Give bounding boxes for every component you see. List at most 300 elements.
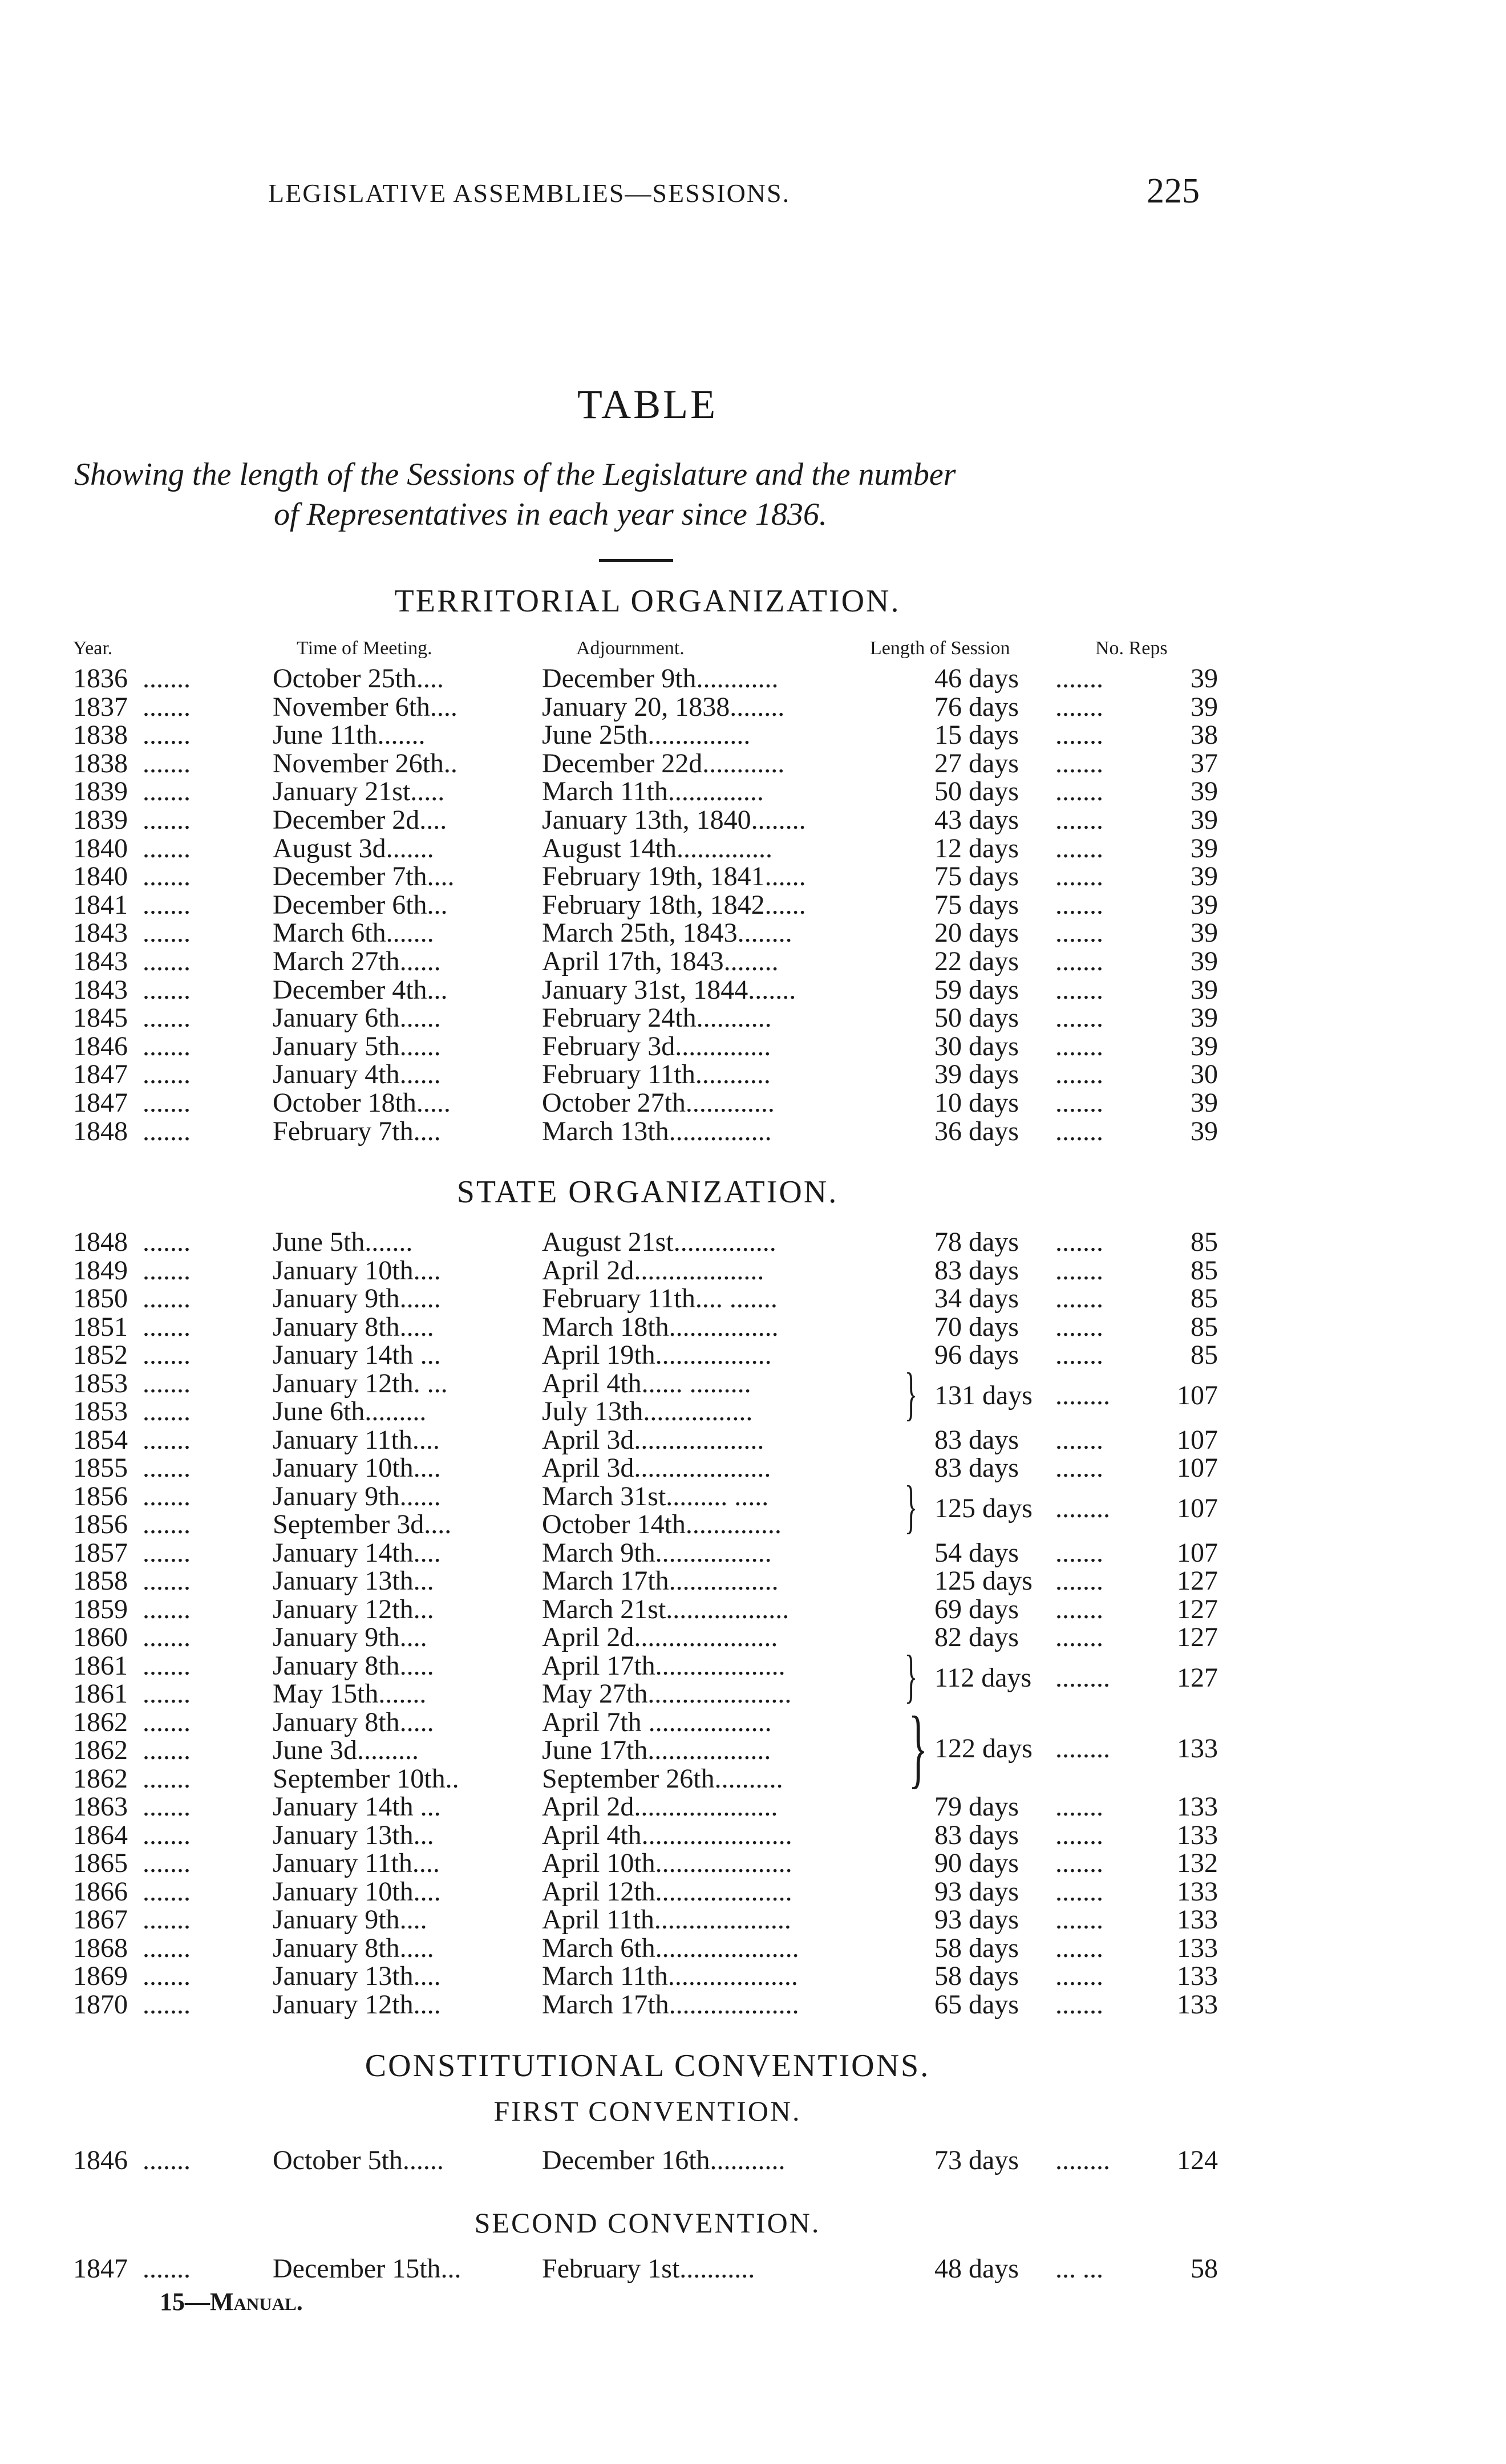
group-brace: } [904, 1643, 918, 1709]
session-length: 50 days [934, 776, 1019, 807]
representatives: 85 [1191, 1311, 1218, 1342]
leader: ....... [143, 1848, 191, 1878]
leader: ....... [143, 748, 191, 779]
meeting-date: January 9th...... [273, 1481, 441, 1511]
adjournment-date: February 3d.............. [542, 1031, 771, 1061]
table-row [0, 1537, 1506, 1568]
leader: ....... [143, 1679, 191, 1709]
session-length: 122 days [934, 1733, 1033, 1764]
adjournment-date: April 7th .................. [542, 1707, 772, 1737]
year: 1852 [73, 1340, 128, 1370]
meeting-date: June 5th....... [273, 1227, 413, 1257]
adjournment-date: August 21st............... [542, 1227, 776, 1257]
session-length: 76 days [934, 691, 1019, 722]
footer-signature: 15—Manual. [160, 2288, 303, 2316]
year: 1848 [73, 1116, 128, 1146]
year: 1858 [73, 1566, 128, 1596]
meeting-date: December 6th... [273, 889, 448, 920]
adjournment-date: June 17th.................. [542, 1735, 771, 1765]
column-header-year: Year. [73, 638, 113, 659]
leader: ....... [143, 805, 191, 835]
year: 1839 [73, 776, 128, 807]
representatives: 133 [1177, 1932, 1218, 1963]
representatives: 85 [1191, 1283, 1218, 1314]
leader: ....... [1055, 1848, 1103, 1878]
table-row [0, 1763, 1506, 1794]
representatives: 133 [1177, 1876, 1218, 1907]
year: 1868 [73, 1932, 128, 1963]
session-length: 46 days [934, 663, 1019, 694]
meeting-date: February 7th.... [273, 1116, 441, 1146]
representatives: 132 [1177, 1848, 1218, 1878]
group-brace: } [904, 1360, 918, 1426]
meeting-date: January 10th.... [273, 1453, 441, 1483]
adjournment-date: April 3d................... [542, 1424, 764, 1455]
session-length: 73 days [934, 2145, 1019, 2175]
leader: ....... [143, 1650, 191, 1681]
leader: ... ... [1055, 2254, 1103, 2284]
meeting-date: March 27th...... [273, 946, 441, 976]
year: 1837 [73, 691, 128, 722]
year: 1838 [73, 748, 128, 779]
session-length: 83 days [934, 1819, 1019, 1850]
representatives: 133 [1177, 1792, 1218, 1822]
leader: ....... [1055, 1283, 1103, 1314]
meeting-date: June 6th......... [273, 1396, 427, 1426]
table-row [0, 691, 1506, 722]
representatives: 39 [1191, 918, 1218, 949]
representatives: 107 [1177, 1424, 1218, 1455]
adjournment-date: March 6th..................... [542, 1932, 799, 1963]
year: 1841 [73, 889, 128, 920]
representatives: 39 [1191, 1003, 1218, 1034]
leader: ....... [143, 889, 191, 920]
leader: ....... [143, 1876, 191, 1907]
state-heading: STATE ORGANIZATION. [456, 1174, 839, 1210]
leader: ....... [1055, 1059, 1103, 1090]
leader: ....... [143, 1904, 191, 1935]
adjournment-date: June 25th............... [542, 720, 751, 751]
leader: ....... [143, 1932, 191, 1963]
session-length: 75 days [934, 861, 1019, 892]
representatives: 39 [1191, 1088, 1218, 1118]
year: 1840 [73, 861, 128, 892]
meeting-date: January 14th ... [273, 1340, 441, 1370]
adjournment-date: January 20, 1838........ [542, 691, 785, 722]
table-row [0, 861, 1506, 892]
adjournment-date: December 9th............ [542, 663, 779, 694]
leader: ....... [1055, 833, 1103, 864]
leader: ....... [143, 663, 191, 694]
year: 1864 [73, 1819, 128, 1850]
meeting-date: January 10th.... [273, 1255, 441, 1286]
leader: ....... [143, 1961, 191, 1991]
leader: ....... [1055, 805, 1103, 835]
adjournment-date: September 26th.......... [542, 1763, 783, 1794]
leader: ....... [1055, 663, 1103, 694]
year: 1846 [73, 2145, 128, 2175]
representatives: 85 [1191, 1227, 1218, 1257]
year: 1838 [73, 720, 128, 751]
representatives: 85 [1191, 1255, 1218, 1286]
representatives: 107 [1177, 1537, 1218, 1568]
adjournment-date: April 10th.................... [542, 1848, 792, 1878]
leader: ....... [143, 1792, 191, 1822]
table-row [0, 1226, 1506, 1257]
leader: ....... [1055, 1989, 1103, 2020]
leader: ....... [1055, 861, 1103, 892]
table-row [0, 663, 1506, 694]
leader: ....... [1055, 1819, 1103, 1850]
meeting-date: January 11th.... [273, 1848, 440, 1878]
leader: ....... [143, 1031, 191, 1061]
adjournment-date: July 13th................ [542, 1396, 753, 1426]
representatives: 127 [1177, 1663, 1218, 1693]
leader: ....... [143, 1819, 191, 1850]
representatives: 37 [1191, 748, 1218, 779]
session-length: 34 days [934, 1283, 1019, 1314]
session-length: 58 days [934, 1932, 1019, 1963]
table-row [0, 1932, 1506, 1963]
session-length: 54 days [934, 1537, 1019, 1568]
leader: ....... [1055, 918, 1103, 949]
table-row [0, 1283, 1506, 1314]
year: 1851 [73, 1311, 128, 1342]
meeting-date: January 8th..... [273, 1707, 434, 1737]
adjournment-date: March 11th.............. [542, 776, 764, 807]
adjournment-date: April 4th...... ......... [542, 1368, 751, 1399]
meeting-date: January 9th.... [273, 1622, 427, 1652]
table-row [0, 1339, 1506, 1370]
table-subtitle-line-2: of Representatives in each year since 1836. [274, 497, 827, 532]
year: 1847 [73, 1088, 128, 1118]
table-row [0, 1002, 1506, 1034]
meeting-date: November 6th.... [273, 691, 458, 722]
session-length: 15 days [934, 720, 1019, 751]
session-length: 83 days [934, 1424, 1019, 1455]
adjournment-date: April 2d................... [542, 1255, 764, 1286]
leader: ....... [143, 691, 191, 722]
year: 1846 [73, 1031, 128, 1061]
leader: ....... [143, 1424, 191, 1455]
adjournment-date: December 16th........... [542, 2145, 786, 2175]
meeting-date: October 5th...... [273, 2145, 444, 2175]
table-row [0, 748, 1506, 779]
session-length: 83 days [934, 1255, 1019, 1286]
leader: ....... [1055, 1340, 1103, 1370]
adjournment-date: April 17th, 1843........ [542, 946, 779, 976]
year: 1845 [73, 1003, 128, 1034]
meeting-date: October 25th.... [273, 663, 444, 694]
session-length: 39 days [934, 1059, 1019, 1090]
leader: ....... [143, 1989, 191, 2020]
representatives: 30 [1191, 1059, 1218, 1090]
table-row [0, 1622, 1506, 1650]
grouped-session-row [0, 1733, 1506, 1764]
territorial-heading: TERRITORIAL ORGANIZATION. [394, 583, 901, 619]
group-brace: } [904, 1473, 918, 1539]
meeting-date: December 7th.... [273, 861, 455, 892]
adjournment-date: August 14th.............. [542, 833, 773, 864]
group-brace: } [908, 1697, 928, 1797]
meeting-date: January 8th..... [273, 1650, 434, 1681]
leader: ....... [1055, 776, 1103, 807]
leader: ....... [143, 1509, 191, 1539]
leader: ....... [143, 946, 191, 976]
session-length: 125 days [934, 1493, 1033, 1523]
year: 1839 [73, 805, 128, 835]
leader: ....... [1055, 889, 1103, 920]
leader: ....... [143, 1481, 191, 1511]
table-row [0, 719, 1506, 751]
leader: ....... [1055, 974, 1103, 1005]
leader: ....... [143, 1707, 191, 1737]
representatives: 133 [1177, 1733, 1218, 1764]
meeting-date: January 11th.... [273, 1424, 440, 1455]
meeting-date: December 2d.... [273, 805, 447, 835]
leader: ....... [143, 720, 191, 751]
meeting-date: January 8th..... [273, 1932, 434, 1963]
adjournment-date: March 17th................ [542, 1566, 779, 1596]
leader: ....... [1055, 1932, 1103, 1963]
adjournment-date: October 27th............. [542, 1088, 775, 1118]
year: 1849 [73, 1255, 128, 1286]
adjournment-date: March 21st.................. [542, 1594, 790, 1624]
column-header-length: Length of Session [870, 638, 1010, 659]
adjournment-date: March 11th................... [542, 1961, 798, 1991]
adjournment-date: February 11th........... [542, 1059, 771, 1090]
session-length: 90 days [934, 1848, 1019, 1878]
session-length: 27 days [934, 748, 1019, 779]
meeting-date: November 26th.. [273, 748, 458, 779]
year: 1866 [73, 1876, 128, 1907]
session-length: 10 days [934, 1088, 1019, 1118]
leader: ........ [1055, 1493, 1110, 1523]
representatives: 39 [1191, 691, 1218, 722]
title-rule [599, 559, 673, 562]
representatives: 127 [1177, 1622, 1218, 1652]
year: 1863 [73, 1792, 128, 1822]
table-row [0, 974, 1506, 1005]
table-title: TABLE [577, 382, 718, 427]
meeting-date: June 3d......... [273, 1735, 419, 1765]
representatives: 39 [1191, 889, 1218, 920]
table-row [0, 1847, 1506, 1878]
representatives: 58 [1191, 2254, 1218, 2284]
year: 1848 [73, 1227, 128, 1257]
leader: ....... [143, 1594, 191, 1624]
leader: ....... [143, 1227, 191, 1257]
leader: ....... [1055, 1594, 1103, 1624]
leader: ....... [143, 918, 191, 949]
representatives: 39 [1191, 1116, 1218, 1146]
session-length: 131 days [934, 1380, 1033, 1411]
meeting-date: January 10th.... [273, 1876, 441, 1907]
session-length: 65 days [934, 1989, 1019, 2020]
leader: ....... [1055, 1566, 1103, 1596]
adjournment-date: February 18th, 1842...... [542, 889, 806, 920]
year: 1870 [73, 1989, 128, 2020]
table-row [0, 1059, 1506, 1090]
representatives: 124 [1177, 2145, 1218, 2175]
meeting-date: January 12th... [273, 1594, 434, 1624]
table-row [0, 1904, 1506, 1935]
leader: ....... [143, 1340, 191, 1370]
leader: ....... [143, 1116, 191, 1146]
adjournment-date: March 17th................... [542, 1989, 799, 2020]
session-length: 69 days [934, 1594, 1019, 1624]
table-row [0, 776, 1506, 807]
meeting-date: September 10th.. [273, 1763, 459, 1794]
leader: ....... [143, 1059, 191, 1090]
meeting-date: March 6th....... [273, 918, 434, 949]
session-length: 125 days [934, 1566, 1033, 1596]
session-length: 58 days [934, 1961, 1019, 1991]
year: 1853 [73, 1396, 128, 1426]
leader: ....... [1055, 1537, 1103, 1568]
session-length: 70 days [934, 1311, 1019, 1342]
representatives: 39 [1191, 833, 1218, 864]
adjournment-date: February 11th.... ....... [542, 1283, 778, 1314]
leader: ....... [143, 974, 191, 1005]
representatives: 107 [1177, 1453, 1218, 1483]
meeting-date: December 4th... [273, 974, 448, 1005]
session-length: 79 days [934, 1792, 1019, 1822]
conventions-heading: CONSTITUTIONAL CONVENTIONS. [365, 2048, 930, 2084]
leader: ....... [143, 1003, 191, 1034]
table-row [0, 1031, 1506, 1059]
representatives: 39 [1191, 805, 1218, 835]
session-length: 75 days [934, 889, 1019, 920]
leader: ....... [1055, 1255, 1103, 1286]
leader: ....... [1055, 1227, 1103, 1257]
leader: ....... [143, 1368, 191, 1399]
meeting-date: January 9th.... [273, 1904, 427, 1935]
meeting-date: January 6th...... [273, 1003, 441, 1034]
table-row [0, 1791, 1506, 1822]
year: 1862 [73, 1707, 128, 1737]
representatives: 133 [1177, 1819, 1218, 1850]
year: 1850 [73, 1283, 128, 1314]
first-convention-heading: FIRST CONVENTION. [493, 2095, 801, 2127]
table-row [0, 1087, 1506, 1118]
representatives: 39 [1191, 776, 1218, 807]
year: 1843 [73, 974, 128, 1005]
session-length: 83 days [934, 1453, 1019, 1483]
session-length: 12 days [934, 833, 1019, 864]
leader: ....... [1055, 946, 1103, 976]
session-length: 82 days [934, 1622, 1019, 1652]
leader: ....... [143, 1088, 191, 1118]
leader: ........ [1055, 1733, 1110, 1764]
table-row [0, 1819, 1506, 1850]
leader: ....... [143, 1537, 191, 1568]
year: 1862 [73, 1735, 128, 1765]
session-length: 48 days [934, 2254, 1019, 2284]
representatives: 127 [1177, 1566, 1218, 1596]
meeting-date: October 18th..... [273, 1088, 451, 1118]
representatives: 38 [1191, 720, 1218, 751]
leader: ....... [143, 1763, 191, 1794]
meeting-date: January 5th...... [273, 1031, 441, 1061]
leader: ....... [143, 1255, 191, 1286]
leader: ....... [143, 1396, 191, 1426]
leader: ....... [143, 1622, 191, 1652]
representatives: 85 [1191, 1340, 1218, 1370]
adjournment-date: March 31st......... ..... [542, 1481, 769, 1511]
adjournment-date: October 14th.............. [542, 1509, 782, 1539]
year: 1862 [73, 1763, 128, 1794]
adjournment-date: April 3d.................... [542, 1453, 771, 1483]
leader: ....... [1055, 720, 1103, 751]
representatives: 39 [1191, 663, 1218, 694]
table-row [0, 1707, 1506, 1737]
table-row [0, 1594, 1506, 1622]
second-convention-heading: SECOND CONVENTION. [474, 2207, 821, 2239]
year: 1854 [73, 1424, 128, 1455]
grouped-session-row [0, 1493, 1506, 1521]
meeting-date: January 21st..... [273, 776, 445, 807]
meeting-date: January 9th...... [273, 1283, 441, 1314]
leader: ....... [1055, 1424, 1103, 1455]
column-header-reps: No. Reps [1095, 638, 1168, 659]
year: 1865 [73, 1848, 128, 1878]
leader: ....... [1055, 1031, 1103, 1061]
meeting-date: January 12th. ... [273, 1368, 448, 1399]
meeting-date: January 14th.... [273, 1537, 441, 1568]
second-convention-row [0, 2253, 1506, 2284]
adjournment-date: April 4th...................... [542, 1819, 792, 1850]
adjournment-date: February 1st........... [542, 2254, 755, 2284]
representatives: 133 [1177, 1989, 1218, 2020]
table-row [0, 804, 1506, 835]
column-header-adjournment: Adjournment. [576, 638, 685, 659]
adjournment-date: April 2d..................... [542, 1792, 778, 1822]
session-length: 36 days [934, 1116, 1019, 1146]
page-number: 225 [1147, 172, 1200, 210]
meeting-date: August 3d....... [273, 833, 434, 864]
leader: ....... [1055, 1003, 1103, 1034]
year: 1861 [73, 1650, 128, 1681]
grouped-session-row [0, 1662, 1506, 1693]
adjournment-date: March 9th................. [542, 1537, 772, 1568]
representatives: 39 [1191, 861, 1218, 892]
session-length: 22 days [934, 946, 1019, 976]
year: 1836 [73, 663, 128, 694]
leader: ....... [1055, 1622, 1103, 1652]
representatives: 39 [1191, 974, 1218, 1005]
session-length: 30 days [934, 1031, 1019, 1061]
table-row [0, 1116, 1506, 1144]
year: 1847 [73, 1059, 128, 1090]
meeting-date: January 14th ... [273, 1792, 441, 1822]
year: 1867 [73, 1904, 128, 1935]
leader: ....... [1055, 1116, 1103, 1146]
meeting-date: January 4th...... [273, 1059, 441, 1090]
leader: ....... [143, 833, 191, 864]
session-length: 96 days [934, 1340, 1019, 1370]
leader: ....... [1055, 1311, 1103, 1342]
table-row [0, 1565, 1506, 1596]
table-row [0, 917, 1506, 949]
year: 1861 [73, 1679, 128, 1709]
year: 1857 [73, 1537, 128, 1568]
adjournment-date: January 13th, 1840........ [542, 805, 806, 835]
representatives: 39 [1191, 1031, 1218, 1061]
session-length: 50 days [934, 1003, 1019, 1034]
leader: ....... [143, 1283, 191, 1314]
adjournment-date: April 17th................... [542, 1650, 786, 1681]
